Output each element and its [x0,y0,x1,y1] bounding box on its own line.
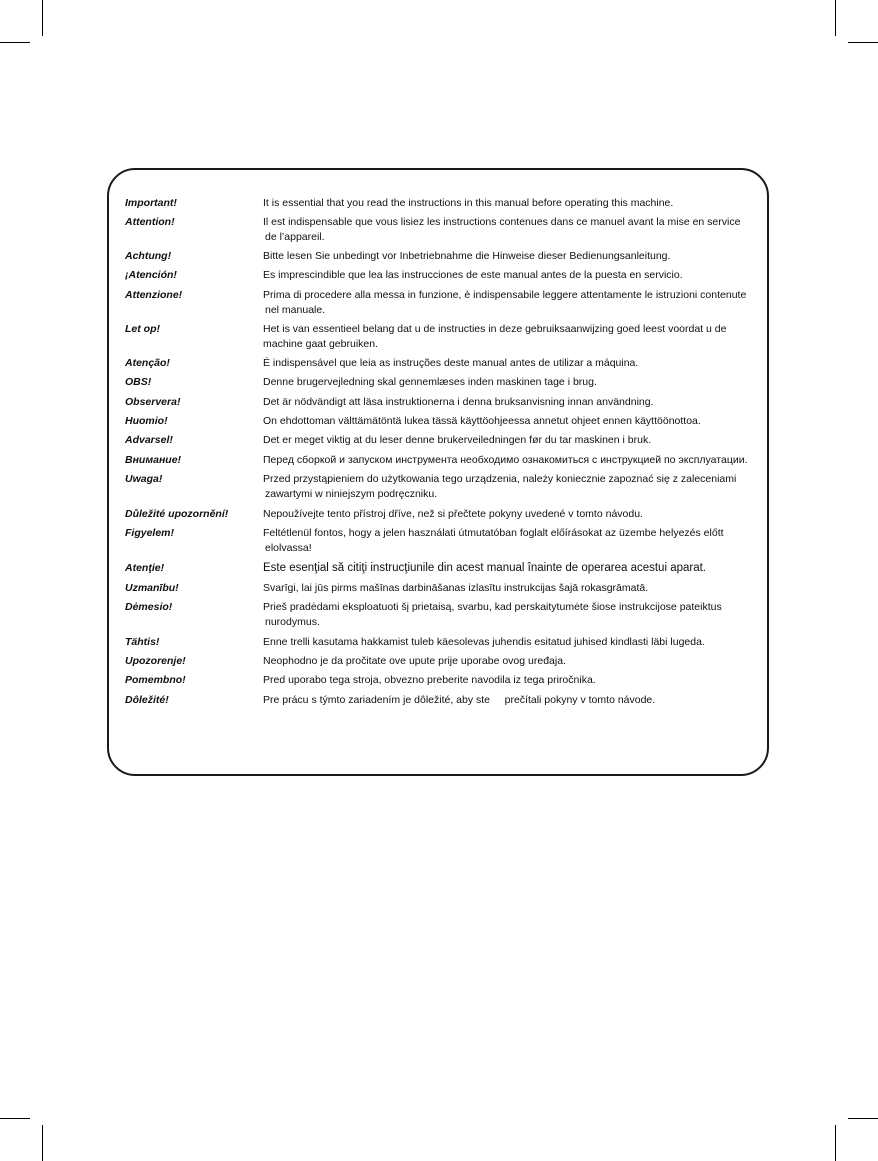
notice-text-line: Es imprescindible que lea las instrucciones de este manual antes de la puesta en servicio. [263,269,683,281]
crop-mark [848,1118,878,1119]
notice-text-line: It is essential that you read the instructions in this manual before operating this machine. [263,197,674,209]
notice-text-line: nurodymus. [265,616,320,628]
notice-text-line: Перед сборкой и запуском инструмента необходимо ознакомиться с инструкцией по эксплуатации. [263,454,748,466]
notice-text [263,288,783,318]
notice-label: Tähtis! [125,636,160,648]
notice-text [263,693,783,708]
notice-text [263,356,783,371]
notice-label: Important! [125,197,177,209]
notice-text-line: Enne trelli kasutama hakkamist tuleb käesolevas juhendis esitatud juhised kindlasti läbi lugeda. [263,636,705,648]
notice-text-line: Feltétlenül fontos, hogy a jelen használati útmutatóban foglalt előírásokat az üzembe helyezés előtt [263,527,724,539]
notice-text [263,375,783,390]
notice-text-line: elolvassa! [265,542,312,554]
notice-text-line: Denne brugervejledning skal gennemlæses inden maskinen tage i brug. [263,376,597,388]
notice-text-line: Det är nödvändigt att läsa instruktionerna i denna bruksanvisning innan användning. [263,396,654,408]
crop-mark [42,1125,43,1161]
notice-text-line: de l’appareil. [265,231,325,243]
notice-text [263,600,783,630]
notice-label: Attention! [125,216,175,228]
notice-label: OBS! [125,376,152,388]
notice-text-line: machine gaat gebruiken. [263,338,378,350]
notice-text [263,196,783,211]
crop-mark [0,1118,30,1119]
notice-text-line: Pre prácu s týmto zariadením je dôležité, aby ste prečítali pokyny v tomto návode. [263,694,656,706]
notice-text-line: Prieš pradėdami eksploatuoti šį prietaisą, svarbu, kad perskaitytumėte šiose instrukcijose pateiktus [263,601,722,613]
notice-text [263,249,783,264]
safety-notice-box [107,168,769,776]
notice-text [263,414,783,429]
notice-text-line: zawartymi w niniejszym podręczniku. [265,488,438,500]
notice-text-line: Bitte lesen Sie unbedingt vor Inbetriebnahme die Hinweise dieser Bedienungsanleitung. [263,250,671,262]
notice-text-line: Nepoužívejte tento přístroj dříve, než si přečtete pokyny uvedené v tomto návodu. [263,508,643,520]
notice-text-line: nel manuale. [265,304,326,316]
notice-label: Atenţie! [125,562,165,574]
notice-text-line: É indispensável que leia as instruções deste manual antes de utilizar a máquina. [263,357,639,369]
notice-label: Důležité upozornění! [125,508,229,520]
notice-label: Внимание! [125,454,182,466]
notice-label: Observera! [125,396,181,408]
notice-text [263,654,783,669]
notice-text [263,507,783,522]
notice-text-line: Este esenţial să citiţi instrucţiunile din acest manual înainte de operarea acestui aparat. [263,562,707,574]
crop-mark [42,0,43,36]
notice-text-line: Il est indispensable que vous lisiez les instructions contenues dans ce manuel avant la mise en service [263,216,741,228]
notice-text [263,673,783,688]
notice-label: Achtung! [125,250,172,262]
notice-label: Figyelem! [125,527,175,539]
crop-mark [848,42,878,43]
notice-text-line: On ehdottoman välttämätöntä lukea tässä käyttöohjeessa annetut ohjeet ennen käyttöönottoa. [263,415,701,427]
notice-label: Pomembno! [125,674,186,686]
notice-text-line: Pred uporabo tega stroja, obvezno preberite navodila iz tega priročnika. [263,674,596,686]
notice-label: ¡Atención! [125,269,177,281]
notice-text-line: Prima di procedere alla messa in funzione, è indispensabile leggere attentamente le istruzioni contenute [263,289,747,301]
notice-text [263,268,783,283]
notice-label: Dôležité! [125,694,169,706]
notice-text [263,561,783,576]
crop-mark [835,0,836,36]
notice-label: Let op! [125,323,160,335]
notice-text [263,472,783,502]
crop-mark [835,1125,836,1161]
notice-text [263,322,783,352]
notice-label: Huomio! [125,415,168,427]
notice-text-line: Neophodno je da pročitate ove upute prije uporabe ovog uređaja. [263,655,566,667]
notice-text-line: Svarīgi, lai jūs pirms mašīnas darbināšanas izlasītu instrukcijas šajā rokasgrāmatā. [263,582,649,594]
notice-label: Advarsel! [125,434,173,446]
notice-label: Uwaga! [125,473,163,485]
notice-text [263,433,783,448]
notice-label: Attenzione! [125,289,183,301]
notice-text [263,635,783,650]
notice-text-line: Przed przystąpieniem do użytkowania tego urządzenia, należy koniecznie zapoznać się z zaleceniami [263,473,737,485]
notice-text [263,395,783,410]
notice-text [263,581,783,596]
notice-label: Uzmanību! [125,582,179,594]
notice-text-line: Het is van essentieel belang dat u de instructies in deze gebruiksaanwijzing goed leest voordat u de [263,323,727,335]
notice-label: Dėmesio! [125,601,173,613]
crop-mark [0,42,30,43]
notice-text [263,526,783,556]
notice-label: Atenção! [125,357,170,369]
notice-text [263,215,783,245]
notice-text [263,453,783,468]
notice-label: Upozorenje! [125,655,186,667]
notice-text-line: Det er meget viktig at du leser denne brukerveiledningen før du tar maskinen i bruk. [263,434,652,446]
